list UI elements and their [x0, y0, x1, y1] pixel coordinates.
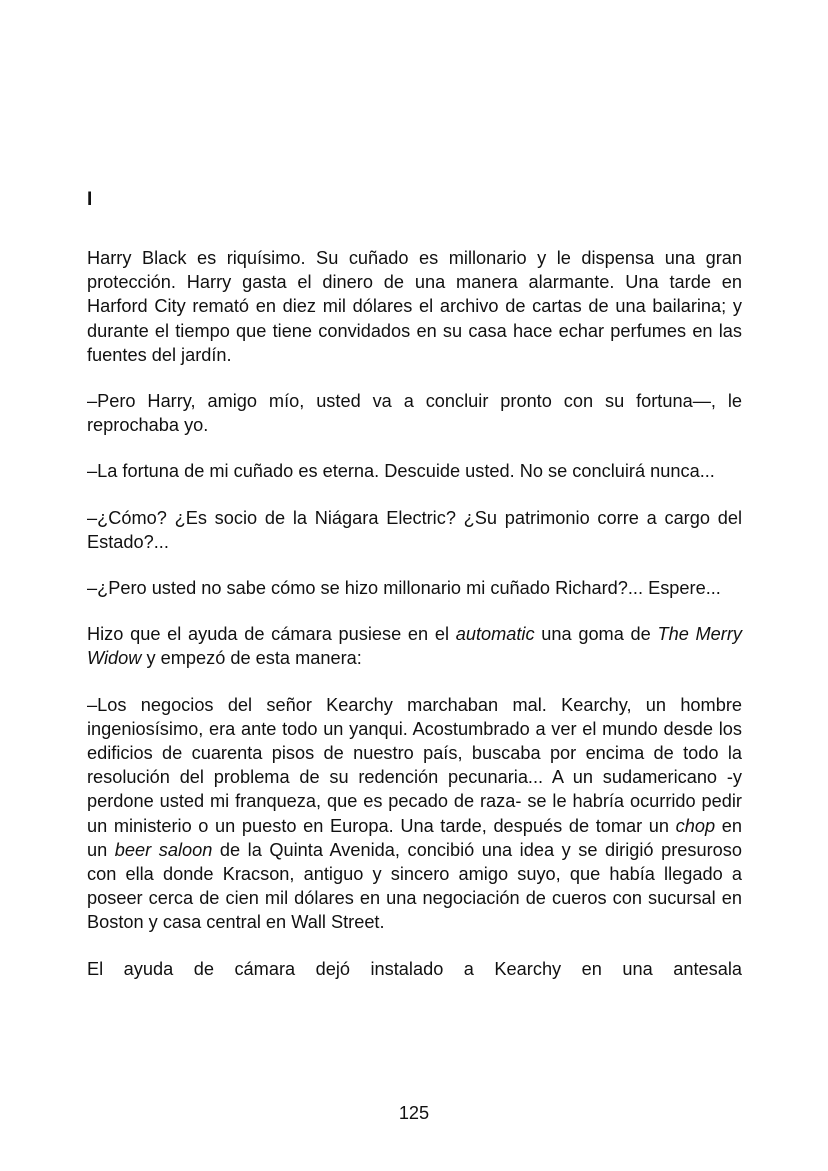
paragraph-3	[87, 459, 742, 483]
italic-term: chop	[675, 815, 716, 836]
italic-term: automatic	[455, 624, 535, 645]
chapter-heading: I	[87, 189, 93, 210]
paragraph-text: Hizo que el ayuda de cámara pusiese en el	[87, 624, 456, 645]
paragraph-text: –La fortuna de mi cuñado es eterna. Descuide usted. No se concluirá nunca...	[87, 461, 715, 482]
paragraph-6	[87, 622, 742, 670]
paragraph-text: una goma de	[534, 624, 658, 645]
paragraph-text: Harry Black es riquísimo. Su cuñado es millonario y le dispensa una gran protección. Harry gasta el dinero de una manera alarmante. Una tarde en Harford City remató en diez mil dólares el archivo de cartas de una bailarina; y durante el tiempo que tiene convidados en su casa hace echar perfumes en las fuentes del jardín.	[87, 248, 742, 365]
paragraph-1	[87, 246, 742, 367]
page-body	[87, 186, 742, 981]
paragraph-text: en un	[87, 815, 742, 860]
paragraph-5	[87, 576, 742, 600]
paragraph-text: –¿Pero usted no sabe cómo se hizo millonario mi cuñado Richard?... Espere...	[87, 578, 721, 599]
paragraph-text: El ayuda de cámara dejó instalado a Kearchy en una antesala	[87, 958, 742, 979]
page-number: 125	[398, 1103, 430, 1123]
italic-term: beer saloon	[114, 839, 213, 860]
paragraph-text: –Pero Harry, amigo mío, usted va a concluir pronto con su fortuna—, le reprochaba yo.	[87, 391, 742, 436]
paragraph-text: y empezó de esta manera:	[141, 648, 362, 669]
paragraph-text: –Los negocios del señor Kearchy marchaban mal. Kearchy, un hombre ingeniosísimo, era ante todo un yanqui. Acostumbrado a ver el mundo desde los edificios de cuarenta pisos de nuestro país, buscaba por encima de todo la resolución del problema de su redención pecunaria... A un sudamericano -y perdone usted mi franqueza, que es pecado de raza- se le habría ocurrido pedir un ministerio o un puesto en Europa. Una tarde, después de tomar un	[87, 694, 742, 836]
paragraph-7	[87, 693, 742, 935]
italic-title: The Merry Widow	[87, 624, 742, 669]
paragraph-text: –¿Cómo? ¿Es socio de la Niágara Electric? ¿Su patrimonio corre a cargo del Estado?...	[87, 507, 742, 552]
paragraph-4	[87, 506, 742, 554]
paragraph-text: de la Quinta Avenida, concibió una idea y se dirigió presuroso con ella donde Kracson, antiguo y sincero amigo suyo, que había llegado a poseer cerca de cien mil dólares en una negociación de cueros con sucursal en Boston y casa central en Wall Street.	[87, 839, 742, 933]
paragraph-2	[87, 389, 742, 437]
paragraph-8	[87, 957, 742, 981]
